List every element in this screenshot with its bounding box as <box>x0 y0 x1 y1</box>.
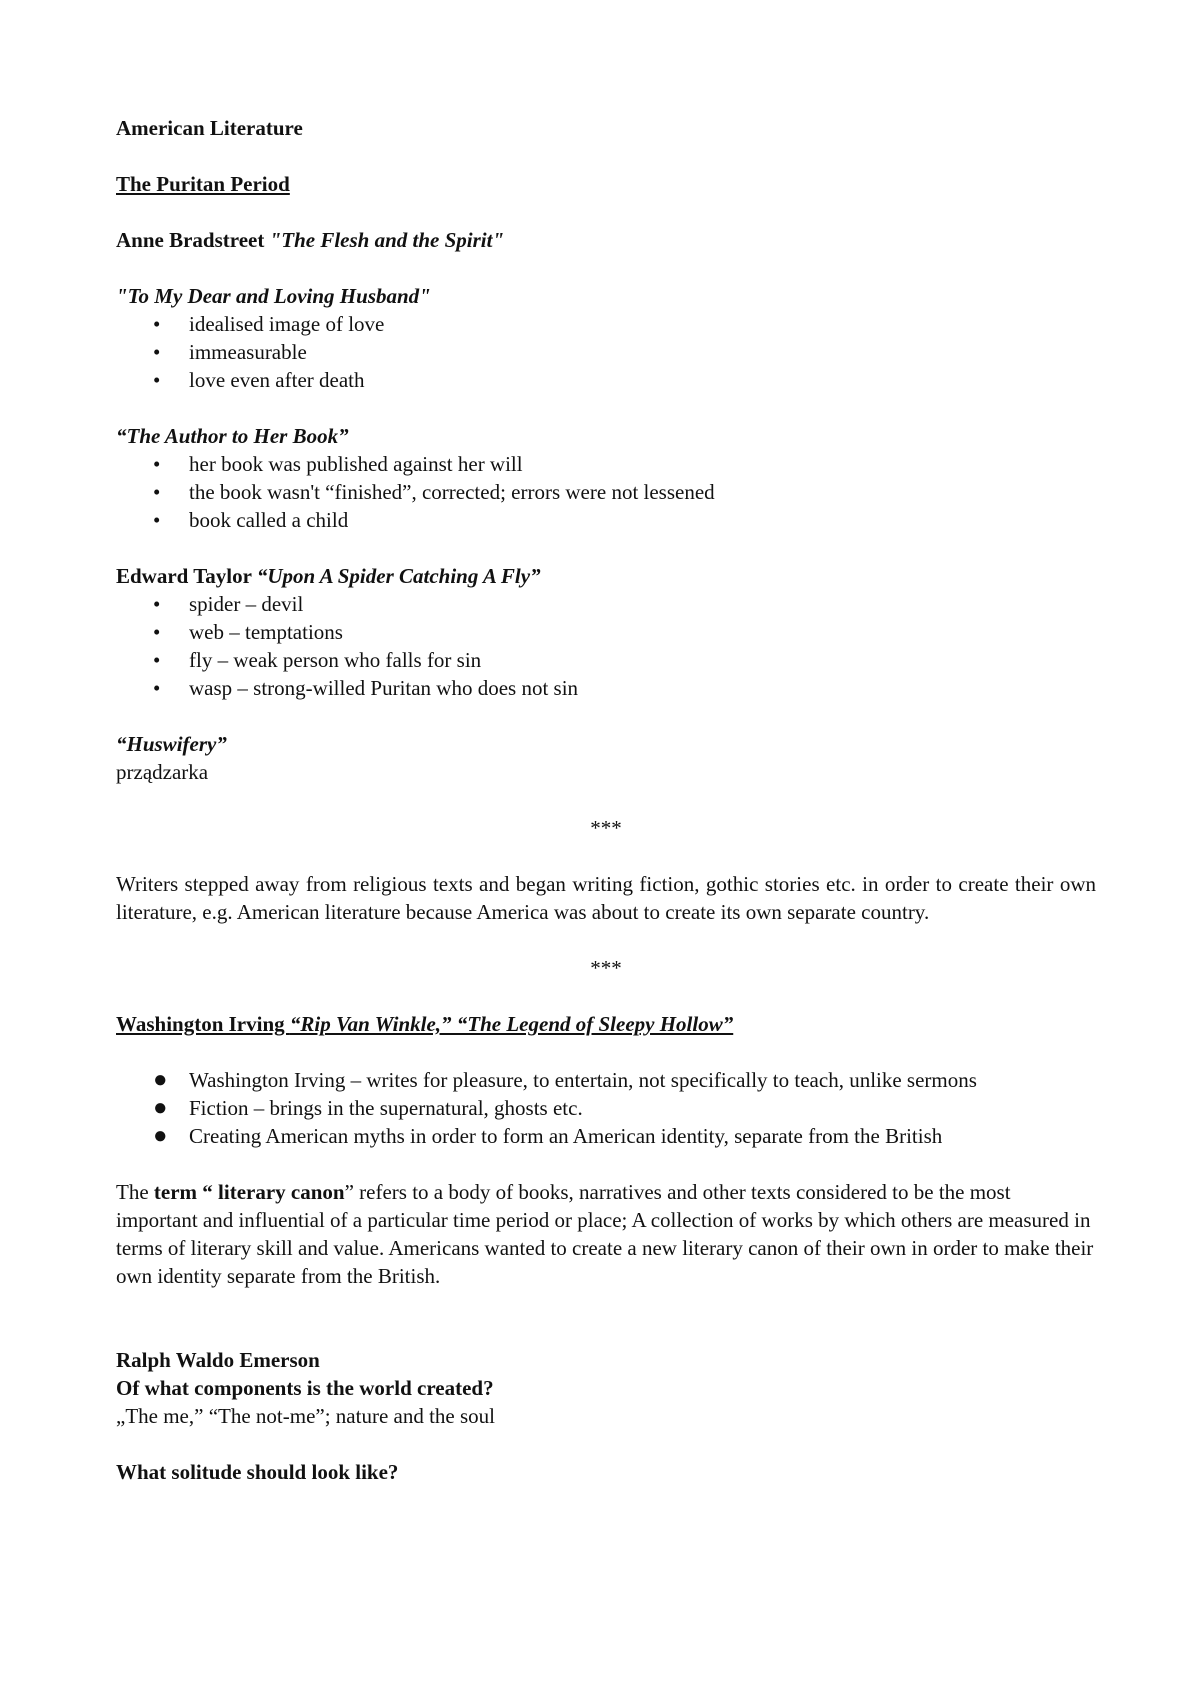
emerson-heading: Ralph Waldo Emerson <box>116 1348 320 1372</box>
bradstreet-work: "The Flesh and the Spirit" <box>269 228 505 252</box>
canon-paragraph: The term “ literary canon” refers to a body of books, narratives and other texts considered to be the most important and influential of a particular time period or place; A collection of works by which others are measured in terms of literary skill and value. Americans wanted to create a new literary canon of their own in order to make their own identity separate from the British. <box>116 1180 1094 1288</box>
list-item: • fly – weak person who falls for sin <box>153 648 482 672</box>
emerson-question-1: Of what components is the world created? <box>116 1376 494 1400</box>
list-item: • spider – devil <box>153 592 304 616</box>
list-item: • web – temptations <box>153 620 343 644</box>
bullet-icon: • <box>153 648 161 672</box>
irving-heading <box>116 1010 1096 1038</box>
section-separator: *** <box>590 956 622 980</box>
period-heading: The Puritan Period <box>116 172 290 196</box>
list-item: • book called a child <box>153 508 349 532</box>
emerson-question-2: What solitude should look like? <box>116 1460 399 1484</box>
bullet-icon: • <box>153 340 161 364</box>
huswifery-note: prządzarka <box>116 760 209 784</box>
bullet-icon: ● <box>153 1067 168 1093</box>
list-item: • her book was published against her will <box>153 452 523 476</box>
list-item: ● Washington Irving – writes for pleasure, to entertain, not specifically to teach, unlike sermons <box>153 1067 977 1093</box>
bradstreet-author: Anne Bradstreet <box>116 228 270 252</box>
bullet-icon: • <box>153 508 161 532</box>
husband-poem-title: "To My Dear and Loving Husband" <box>116 284 431 308</box>
section-separator: *** <box>590 816 622 840</box>
document-title: American Literature <box>116 116 303 140</box>
taylor-points-list <box>116 590 1096 702</box>
list-item: • immeasurable <box>153 340 307 364</box>
bullet-icon: • <box>153 676 161 700</box>
author-book-title: “The Author to Her Book” <box>116 424 349 448</box>
irving-author: Washington Irving <box>116 1012 290 1036</box>
bullet-icon: • <box>153 368 161 392</box>
list-item: ● Fiction – brings in the supernatural, ghosts etc. <box>153 1095 583 1121</box>
bullet-icon: • <box>153 620 161 644</box>
bullet-icon: ● <box>153 1123 168 1149</box>
huswifery-title: “Huswifery” <box>116 732 227 756</box>
list-item: ● Creating American myths in order to form an American identity, separate from the British <box>153 1123 943 1149</box>
document-page <box>116 114 1096 1486</box>
emerson-answer-1: „The me,” “The not-me”; nature and the soul <box>116 1404 496 1428</box>
bullet-icon: • <box>153 452 161 476</box>
taylor-heading <box>116 562 1096 590</box>
bullet-icon: • <box>153 480 161 504</box>
list-item: • love even after death <box>153 368 365 392</box>
bullet-icon: • <box>153 592 161 616</box>
bullet-icon: • <box>153 312 161 336</box>
list-item: • idealised image of love <box>153 312 385 336</box>
bullet-icon: ● <box>153 1095 168 1121</box>
husband-points-list <box>116 310 1096 394</box>
irving-works: “Rip Van Winkle,” “The Legend of Sleepy Hollow” <box>289 1012 734 1036</box>
writers-paragraph: Writers stepped away from religious texts and began writing fiction, gothic stories etc. in order to create their own literature, e.g. American literature because America was about to create its own separate country. <box>116 872 1096 924</box>
canon-term: term “ literary canon <box>153 1180 345 1204</box>
irving-points-list <box>116 1066 1096 1150</box>
author-book-points-list <box>116 450 1096 534</box>
bradstreet-heading <box>116 226 1096 254</box>
list-item: • the book wasn't “finished”, corrected; errors were not lessened <box>153 480 715 504</box>
taylor-author: Edward Taylor <box>116 564 257 588</box>
list-item: • wasp – strong-willed Puritan who does not sin <box>153 676 579 700</box>
taylor-work: “Upon A Spider Catching A Fly” <box>256 564 541 588</box>
